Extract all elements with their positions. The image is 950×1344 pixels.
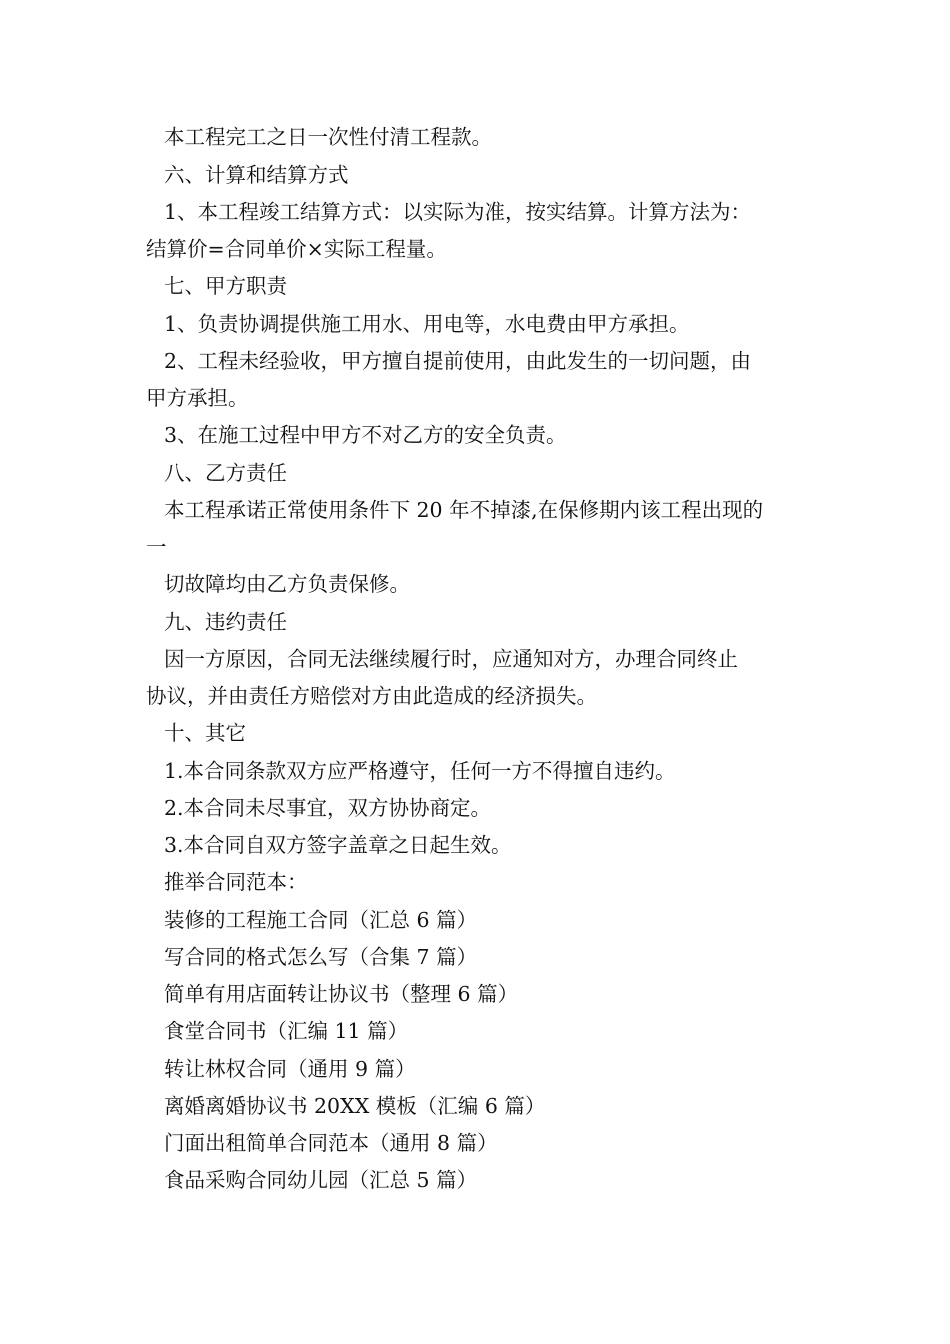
recommend-link[interactable]: 门面出租简单合同范本（通用 8 篇） [164, 1131, 498, 1155]
clause-8-text-wrap: 一 [146, 535, 167, 559]
clause-10-2: 2.本合同未尽事宜，双方协协商定。 [164, 796, 492, 820]
recommend-link[interactable]: 食品采购合同幼儿园（汇总 5 篇） [164, 1168, 478, 1192]
clause-8-text-cont: 切故障均由乙方负责保修。 [164, 572, 410, 596]
section-heading-10: 十、其它 [164, 721, 246, 745]
clause-6-1: 1、本工程竣工结算方式：以实际为准，按实结算。计算方法为： [164, 200, 752, 224]
recommend-heading: 推举合同范本： [164, 870, 308, 894]
section-heading-7: 七、甲方职责 [164, 274, 287, 298]
clause-7-2-cont: 甲方承担。 [146, 386, 249, 410]
recommend-link[interactable]: 食堂合同书（汇编 11 篇） [164, 1019, 409, 1043]
clause-7-3: 3、在施工过程中甲方不对乙方的安全负责。 [164, 423, 567, 447]
clause-7-1: 1、负责协调提供施工用水、用电等，水电费由甲方承担。 [164, 312, 690, 336]
section-heading-9: 九、违约责任 [164, 610, 287, 634]
recommend-link[interactable]: 转让林权合同（通用 9 篇） [164, 1057, 416, 1081]
recommend-link[interactable]: 离婚离婚协议书 20XX 模板（汇编 6 篇） [164, 1094, 546, 1118]
section-heading-8: 八、乙方责任 [164, 461, 287, 485]
clause-10-3: 3.本合同自双方签字盖章之日起生效。 [164, 833, 512, 857]
clause-9-text: 因一方原因，合同无法继续履行时，应通知对方，办理合同终止 [164, 647, 738, 671]
paragraph-payment-term: 本工程完工之日一次性付清工程款。 [164, 125, 492, 149]
recommend-link[interactable]: 简单有用店面转让协议书（整理 6 篇） [164, 982, 519, 1006]
clause-8-text: 本工程承诺正常使用条件下 20 年不掉漆,在保修期内该工程出现的 [164, 498, 764, 522]
recommend-link[interactable]: 写合同的格式怎么写（合集 7 篇） [164, 945, 478, 969]
section-heading-6: 六、计算和结算方式 [164, 163, 349, 187]
clause-9-text-cont: 协议，并由责任方赔偿对方由此造成的经济损失。 [146, 684, 597, 708]
recommend-link[interactable]: 装修的工程施工合同（汇总 6 篇） [164, 908, 478, 932]
clause-6-1-cont: 结算价=合同单价×实际工程量。 [146, 237, 447, 261]
clause-7-2: 2、工程未经验收，甲方擅自提前使用，由此发生的一切问题，由 [164, 349, 752, 373]
clause-10-1: 1.本合同条款双方应严格遵守，任何一方不得擅自违约。 [164, 759, 676, 783]
